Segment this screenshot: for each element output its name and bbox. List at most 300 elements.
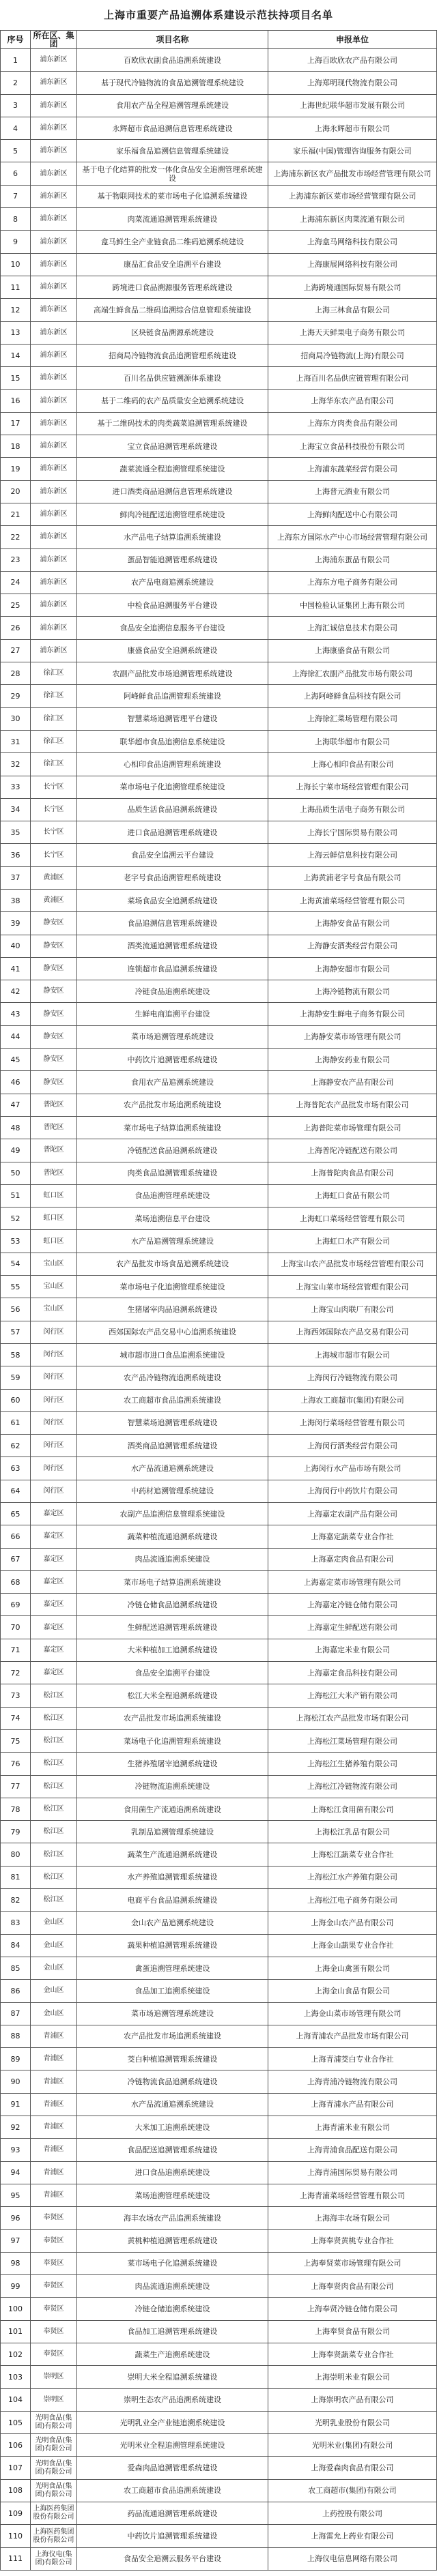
cell-applicant: 上海静安超市有限公司 (268, 958, 437, 980)
cell-index: 4 (0, 117, 31, 140)
cell-applicant: 上海奉贤蔬菜专业合作社 (268, 2343, 437, 2366)
cell-project: 水产品电子结算追溯系统建设 (77, 526, 268, 548)
cell-project: 永辉超市食品追溯信息管理系统建设 (77, 117, 268, 140)
cell-project: 百川名品供应链溯源体系建设 (77, 367, 268, 390)
cell-project: 水产养殖追溯管理系统建设 (77, 1867, 268, 1889)
table-row (0, 117, 437, 140)
cell-applicant: 上海静安生鲜电子商务有限公司 (268, 1003, 437, 1025)
cell-index: 35 (0, 821, 31, 844)
cell-applicant: 上海金山菜市场管理有限公司 (268, 2003, 437, 2025)
table-row (0, 2003, 437, 2025)
cell-district: 嘉定区 (31, 1571, 77, 1594)
cell-applicant: 上海黄浦老字号食品有限公司 (268, 867, 437, 890)
cell-district: 普陀区 (31, 1162, 77, 1185)
table-row (0, 231, 437, 253)
cell-applicant: 上海松江水产养殖有限公司 (268, 1867, 437, 1889)
cell-project: 大米加工追溯系统建设 (77, 2116, 268, 2139)
cell-applicant: 上海雷允上药业有限公司 (268, 2525, 437, 2547)
header-district: 所在区、集团 (31, 30, 77, 49)
cell-district: 松江区 (31, 1867, 77, 1889)
cell-index: 24 (0, 572, 31, 594)
cell-project: 蔬菜生产流通追溯系统建设 (77, 1843, 268, 1866)
cell-district: 静安区 (31, 1049, 77, 1071)
cell-index: 95 (0, 2184, 31, 2207)
cell-district: 普陀区 (31, 1139, 77, 1162)
cell-applicant: 上海青浦茭白专业合作社 (268, 2048, 437, 2070)
cell-applicant: 上海嘉定冷链仓储有限公司 (268, 1594, 437, 1616)
cell-project: 大米种植加工追溯系统建设 (77, 1639, 268, 1662)
cell-project: 蔬菜种植流通追溯系统建设 (77, 1525, 268, 1548)
cell-project: 基于物联网技术的菜市场电子化追溯系统建设 (77, 186, 268, 208)
cell-index: 110 (0, 2525, 31, 2547)
cell-project: 松江大米全程追溯系统建设 (77, 1684, 268, 1707)
table-row (0, 1571, 437, 1594)
cell-index: 3 (0, 95, 31, 117)
table-row (0, 1980, 437, 2002)
cell-district: 浦东新区 (31, 435, 77, 458)
cell-district: 金山区 (31, 2003, 77, 2025)
cell-district: 浦东新区 (31, 186, 77, 208)
table-row (0, 1503, 437, 1525)
table-row (0, 2275, 437, 2298)
cell-district: 徐汇区 (31, 708, 77, 731)
table-row (0, 208, 437, 231)
cell-project: 药品流通追溯管理系统建设 (77, 2502, 268, 2525)
cell-project: 崇明生态农产品追溯系统建设 (77, 2389, 268, 2412)
cell-index: 109 (0, 2502, 31, 2525)
cell-applicant: 上海城市超市有限公司 (268, 1344, 437, 1366)
cell-applicant: 上海普元酒业有限公司 (268, 481, 437, 503)
cell-applicant: 上海奉贤菜市场管理有限公司 (268, 2253, 437, 2275)
cell-index: 106 (0, 2434, 31, 2457)
table-row (0, 799, 437, 821)
table-row (0, 2116, 437, 2139)
table-row (0, 1298, 437, 1321)
cell-index: 10 (0, 254, 31, 276)
cell-applicant: 上海宝山菜市场经营管理有限公司 (268, 1276, 437, 1298)
table-row (0, 1480, 437, 1503)
cell-project: 康盛食品安全追溯系统建设 (77, 640, 268, 662)
cell-district: 青浦区 (31, 2048, 77, 2070)
table-row (0, 867, 437, 890)
cell-applicant: 上海奉贤冷链仓储有限公司 (268, 2298, 437, 2320)
table-row (0, 640, 437, 662)
cell-applicant: 上海徐汇菜场管理有限公司 (268, 708, 437, 731)
table-row (0, 708, 437, 731)
cell-project: 菜市场电子化追溯系统建设 (77, 2253, 268, 2275)
table-row (0, 753, 437, 776)
cell-district: 浦东新区 (31, 49, 77, 72)
cell-district: 闵行区 (31, 1435, 77, 1457)
cell-applicant: 上海嘉定蔬菜专业合作社 (268, 1525, 437, 1548)
cell-applicant: 上海康盛食品有限公司 (268, 640, 437, 662)
table-row (0, 1753, 437, 1775)
cell-district: 青浦区 (31, 2139, 77, 2161)
table-row (0, 367, 437, 390)
cell-index: 9 (0, 231, 31, 253)
cell-index: 20 (0, 481, 31, 503)
table-row (0, 1912, 437, 1934)
table-row (0, 1708, 437, 1730)
cell-project: 黄桃种植追溯管理系统建设 (77, 2230, 268, 2253)
cell-applicant: 上海奉贤肉食品有限公司 (268, 2275, 437, 2298)
cell-district: 奉贤区 (31, 2321, 77, 2343)
table-row (0, 844, 437, 866)
cell-index: 65 (0, 1503, 31, 1525)
cell-index: 41 (0, 958, 31, 980)
cell-applicant: 上海仪电信息网络有限公司 (268, 2548, 437, 2571)
cell-district: 奉贤区 (31, 2275, 77, 2298)
table-row (0, 1821, 437, 1843)
cell-district: 浦东新区 (31, 617, 77, 639)
cell-project: 鲜肉冷链配送追溯管理系统建设 (77, 503, 268, 526)
cell-project: 基于二维码技术的肉类蔬菜追溯管理系统建设 (77, 413, 268, 435)
cell-district: 静安区 (31, 1026, 77, 1049)
cell-district: 浦东新区 (31, 162, 77, 185)
cell-district: 长宁区 (31, 799, 77, 821)
cell-project: 城市超市进口食品追溯系统建设 (77, 1344, 268, 1366)
table-row (0, 1616, 437, 1639)
cell-index: 28 (0, 662, 31, 685)
table-row (0, 1594, 437, 1616)
cell-index: 50 (0, 1162, 31, 1185)
cell-project: 菜场电子化追溯管理系统建设 (77, 1730, 268, 1753)
cell-project: 冷链配送食品追溯系统建设 (77, 1139, 268, 1162)
cell-index: 73 (0, 1684, 31, 1707)
table-row (0, 1094, 437, 1117)
header-applicant: 申报单位 (268, 30, 437, 49)
cell-applicant: 上海东方国际水产中心市场经营管理有限公司 (268, 526, 437, 548)
cell-district: 金山区 (31, 1912, 77, 1934)
table-row (0, 2434, 437, 2457)
cell-project: 食品安全追溯平台建设 (77, 1662, 268, 1684)
table-row (0, 2094, 437, 2116)
cell-district: 静安区 (31, 1003, 77, 1025)
table-row (0, 980, 437, 1003)
table-row (0, 2548, 437, 2571)
cell-district: 虹口区 (31, 1230, 77, 1253)
cell-index: 23 (0, 549, 31, 572)
cell-district: 徐汇区 (31, 685, 77, 707)
cell-district: 奉贤区 (31, 2343, 77, 2366)
cell-project: 生猪屠宰肉品追溯系统建设 (77, 1298, 268, 1321)
cell-applicant: 上海嘉定农副产品有限公司 (268, 1503, 437, 1525)
cell-project: 食用农产品全程追溯管理系统建设 (77, 95, 268, 117)
cell-project: 食品安全追溯信息服务平台建设 (77, 617, 268, 639)
table-row (0, 2253, 437, 2275)
cell-applicant: 上海百欧欣农产品有限公司 (268, 49, 437, 72)
cell-index: 104 (0, 2389, 31, 2412)
cell-applicant: 上药控股有限公司 (268, 2502, 437, 2525)
cell-index: 17 (0, 413, 31, 435)
cell-applicant: 上海宝立食品科技股份有限公司 (268, 435, 437, 458)
table-row (0, 1344, 437, 1366)
cell-index: 75 (0, 1730, 31, 1753)
cell-project: 生鲜电商追溯平台建设 (77, 1003, 268, 1025)
cell-index: 34 (0, 799, 31, 821)
cell-applicant: 光明米业(集团)有限公司 (268, 2434, 437, 2457)
cell-index: 61 (0, 1412, 31, 1435)
cell-applicant: 上海松江电子商务有限公司 (268, 1889, 437, 1912)
table-row (0, 2480, 437, 2502)
cell-index: 60 (0, 1390, 31, 1412)
cell-applicant: 上海普陀农产品批发市场有限公司 (268, 1094, 437, 1117)
cell-project: 高端生鲜食品二维码追溯综合信息管理系统建设 (77, 299, 268, 321)
table-row (0, 186, 437, 208)
cell-applicant: 上海闵行冷链物流有限公司 (268, 1366, 437, 1389)
cell-district: 嘉定区 (31, 1525, 77, 1548)
cell-project: 菜场追溯信息平台建设 (77, 1208, 268, 1230)
table-row (0, 345, 437, 367)
cell-applicant: 上海郑明现代物流有限公司 (268, 72, 437, 94)
cell-district: 宝山区 (31, 1253, 77, 1276)
cell-index: 43 (0, 1003, 31, 1025)
table-row (0, 2412, 437, 2434)
table-row (0, 322, 437, 345)
cell-project: 西郊国际农产品交易中心追溯系统建设 (77, 1321, 268, 1344)
table-row (0, 1412, 437, 1435)
cell-district: 浦东新区 (31, 299, 77, 321)
cell-district: 长宁区 (31, 844, 77, 866)
cell-applicant: 上海东方电子商务有限公司 (268, 572, 437, 594)
cell-project: 电商平台食品追溯系统建设 (77, 1889, 268, 1912)
cell-project: 农产品批发市场追溯系统建设 (77, 1094, 268, 1117)
table-row (0, 1390, 437, 1412)
cell-index: 71 (0, 1639, 31, 1662)
cell-project: 农副产品批发市场追溯管理系统建设 (77, 662, 268, 685)
cell-project: 菜市场追溯管理系统建设 (77, 1026, 268, 1049)
cell-district: 浦东新区 (31, 95, 77, 117)
cell-index: 8 (0, 208, 31, 231)
cell-district: 浦东新区 (31, 231, 77, 253)
cell-applicant: 上海松江大米产销有限公司 (268, 1684, 437, 1707)
cell-index: 105 (0, 2412, 31, 2434)
cell-index: 6 (0, 162, 31, 185)
cell-project: 生猪养殖屠宰追溯系统建设 (77, 1753, 268, 1775)
cell-district: 浦东新区 (31, 345, 77, 367)
cell-district: 长宁区 (31, 776, 77, 799)
cell-applicant: 上海嘉定米业有限公司 (268, 1639, 437, 1662)
cell-applicant: 上海奉贤食品有限公司 (268, 2321, 437, 2343)
table-header-row (0, 30, 437, 49)
cell-district: 青浦区 (31, 2070, 77, 2093)
cell-district: 浦东新区 (31, 503, 77, 526)
cell-index: 5 (0, 140, 31, 162)
cell-project: 崇明大米全程追溯系统建设 (77, 2366, 268, 2388)
cell-index: 55 (0, 1276, 31, 1298)
cell-project: 食品加工追溯系统建设 (77, 1980, 268, 2002)
cell-index: 44 (0, 1026, 31, 1049)
cell-index: 80 (0, 1843, 31, 1866)
cell-district: 光明食品(集团)有限公司 (31, 2434, 77, 2457)
cell-applicant: 上海长宁国际贸易有限公司 (268, 821, 437, 844)
cell-district: 松江区 (31, 1753, 77, 1775)
cell-applicant: 上海普陀肉食品有限公司 (268, 1162, 437, 1185)
cell-applicant: 上海松江生猪养殖有限公司 (268, 1753, 437, 1775)
cell-index: 94 (0, 2162, 31, 2184)
cell-applicant: 上海东方肉类食品有限公司 (268, 413, 437, 435)
cell-applicant: 上海普陀菜市场管理有限公司 (268, 1117, 437, 1139)
cell-index: 69 (0, 1594, 31, 1616)
table-row (0, 1117, 437, 1139)
cell-applicant: 上海鲜肉配送中心有限公司 (268, 503, 437, 526)
table-row (0, 821, 437, 844)
cell-index: 111 (0, 2548, 31, 2571)
cell-applicant: 上海虹口菜场经营管理有限公司 (268, 1208, 437, 1230)
table-row (0, 2070, 437, 2093)
table-row (0, 1139, 437, 1162)
cell-district: 松江区 (31, 1730, 77, 1753)
cell-index: 85 (0, 1957, 31, 1980)
cell-index: 2 (0, 72, 31, 94)
cell-project: 蔬菜生产追溯系统建设 (77, 2343, 268, 2366)
cell-district: 奉贤区 (31, 2207, 77, 2229)
table-row (0, 1639, 437, 1662)
cell-district: 崇明区 (31, 2366, 77, 2388)
cell-district: 上海医药集团股份有限公司 (31, 2525, 77, 2547)
cell-applicant: 上海三林食品有限公司 (268, 299, 437, 321)
cell-index: 103 (0, 2366, 31, 2388)
table-row (0, 1525, 437, 1548)
table-row (0, 2298, 437, 2320)
table-row (0, 1662, 437, 1684)
cell-project: 联华超市食品追溯信息系统建设 (77, 731, 268, 753)
cell-project: 海丰农场农产品追溯系统建设 (77, 2207, 268, 2229)
cell-applicant: 上海康展网络科技有限公司 (268, 254, 437, 276)
table-row (0, 1366, 437, 1389)
table-row (0, 1162, 437, 1185)
cell-index: 26 (0, 617, 31, 639)
page-title: 上海市重要产品追溯体系建设示范扶持项目名单 (103, 9, 333, 21)
cell-project: 食品安全追溯云平台建设 (77, 844, 268, 866)
table-row (0, 481, 437, 503)
cell-district: 黄浦区 (31, 890, 77, 912)
cell-applicant: 上海青浦冷链物流有限公司 (268, 2070, 437, 2093)
table-row (0, 140, 437, 162)
table-row (0, 95, 437, 117)
cell-district: 上海医药集团股份有限公司 (31, 2502, 77, 2525)
cell-index: 101 (0, 2321, 31, 2343)
cell-district: 浦东新区 (31, 526, 77, 548)
cell-index: 88 (0, 2025, 31, 2048)
cell-applicant: 上海汇诚信息技术有限公司 (268, 617, 437, 639)
cell-project: 光明乳业全产业链追溯系统建设 (77, 2412, 268, 2434)
cell-district: 青浦区 (31, 2116, 77, 2139)
cell-district: 静安区 (31, 1071, 77, 1094)
cell-index: 46 (0, 1071, 31, 1094)
table-row (0, 1026, 437, 1049)
cell-index: 78 (0, 1798, 31, 1821)
cell-applicant: 上海爱森肉食品有限公司 (268, 2457, 437, 2479)
table-row (0, 72, 437, 94)
table-row (0, 731, 437, 753)
table-row (0, 162, 437, 185)
cell-district: 奉贤区 (31, 2253, 77, 2275)
cell-project: 菜市场电子化追溯管理系统建设 (77, 776, 268, 799)
cell-district: 青浦区 (31, 2184, 77, 2207)
cell-applicant: 上海浦东新区农产品批发市场经营管理有限公司 (268, 162, 437, 185)
table-row (0, 503, 437, 526)
cell-district: 嘉定区 (31, 1616, 77, 1639)
cell-applicant: 上海浦东新区菜市场经营管理有限公司 (268, 186, 437, 208)
cell-applicant: 上海浦东蛋品有限公司 (268, 549, 437, 572)
cell-project: 冷链物流食品追溯系统建设 (77, 2070, 268, 2093)
header-project: 项目名称 (77, 30, 268, 49)
cell-project: 食品加工追溯管理系统建设 (77, 2321, 268, 2343)
cell-index: 14 (0, 345, 31, 367)
cell-district: 浦东新区 (31, 208, 77, 231)
project-table (0, 30, 437, 2571)
cell-district: 松江区 (31, 1776, 77, 1798)
cell-index: 99 (0, 2275, 31, 2298)
cell-district: 松江区 (31, 1708, 77, 1730)
table-row (0, 935, 437, 958)
cell-project: 康品汇食品安全追溯平台建设 (77, 254, 268, 276)
cell-index: 59 (0, 1366, 31, 1389)
cell-district: 浦东新区 (31, 254, 77, 276)
cell-applicant: 上海闵行菜场经营管理有限公司 (268, 1412, 437, 1435)
cell-applicant: 上海青浦农产品批发市场有限公司 (268, 2025, 437, 2048)
table-row (0, 2139, 437, 2161)
cell-index: 57 (0, 1321, 31, 1344)
table-row (0, 1185, 437, 1208)
cell-project: 进口食品追溯管理系统建设 (77, 821, 268, 844)
cell-project: 蔬菜流通全程追溯管理系统建设 (77, 458, 268, 480)
cell-index: 47 (0, 1094, 31, 1117)
cell-project: 食品追溯信息管理系统建设 (77, 912, 268, 935)
table-row (0, 2502, 437, 2525)
cell-index: 29 (0, 685, 31, 707)
cell-index: 49 (0, 1139, 31, 1162)
table-row (0, 1549, 437, 1571)
cell-index: 38 (0, 890, 31, 912)
table-row (0, 1957, 437, 1980)
cell-applicant: 上海宝山农产品批发市场经营管理有限公司 (268, 1253, 437, 1276)
cell-index: 51 (0, 1185, 31, 1208)
cell-project: 肉品流通追溯系统建设 (77, 2275, 268, 2298)
cell-applicant: 上海金山农产品有限公司 (268, 1912, 437, 1934)
table-row (0, 1253, 437, 1276)
cell-applicant: 上海普陀冷链配送有限公司 (268, 1139, 437, 1162)
table-row (0, 526, 437, 548)
cell-district: 崇明区 (31, 2389, 77, 2412)
cell-index: 15 (0, 367, 31, 390)
cell-project: 冷链仓储追溯系统建设 (77, 2298, 268, 2320)
table-row (0, 1321, 437, 1344)
cell-applicant: 上海心相印食品有限公司 (268, 753, 437, 776)
cell-district: 嘉定区 (31, 1549, 77, 1571)
cell-index: 54 (0, 1253, 31, 1276)
cell-project: 基于电子化结算的批发一体化食品安全追溯管理系统建设 (77, 162, 268, 185)
cell-index: 1 (0, 49, 31, 72)
cell-applicant: 上海松江菜场管理有限公司 (268, 1730, 437, 1753)
cell-index: 67 (0, 1549, 31, 1571)
cell-district: 宝山区 (31, 1298, 77, 1321)
table-row (0, 2162, 437, 2184)
cell-district: 静安区 (31, 912, 77, 935)
cell-district: 闵行区 (31, 1321, 77, 1344)
cell-project: 酒类流通追溯管理系统建设 (77, 935, 268, 958)
cell-index: 32 (0, 753, 31, 776)
cell-project: 水产品流通追溯系统建设 (77, 2094, 268, 2116)
cell-index: 81 (0, 1867, 31, 1889)
cell-project: 进口酒类商品追溯信息管理系统建设 (77, 481, 268, 503)
cell-district: 浦东新区 (31, 481, 77, 503)
cell-district: 浦东新区 (31, 140, 77, 162)
cell-district: 静安区 (31, 935, 77, 958)
cell-project: 禽蛋追溯管理系统建设 (77, 1957, 268, 1980)
cell-project: 生鲜配送追溯管理系统建设 (77, 1616, 268, 1639)
